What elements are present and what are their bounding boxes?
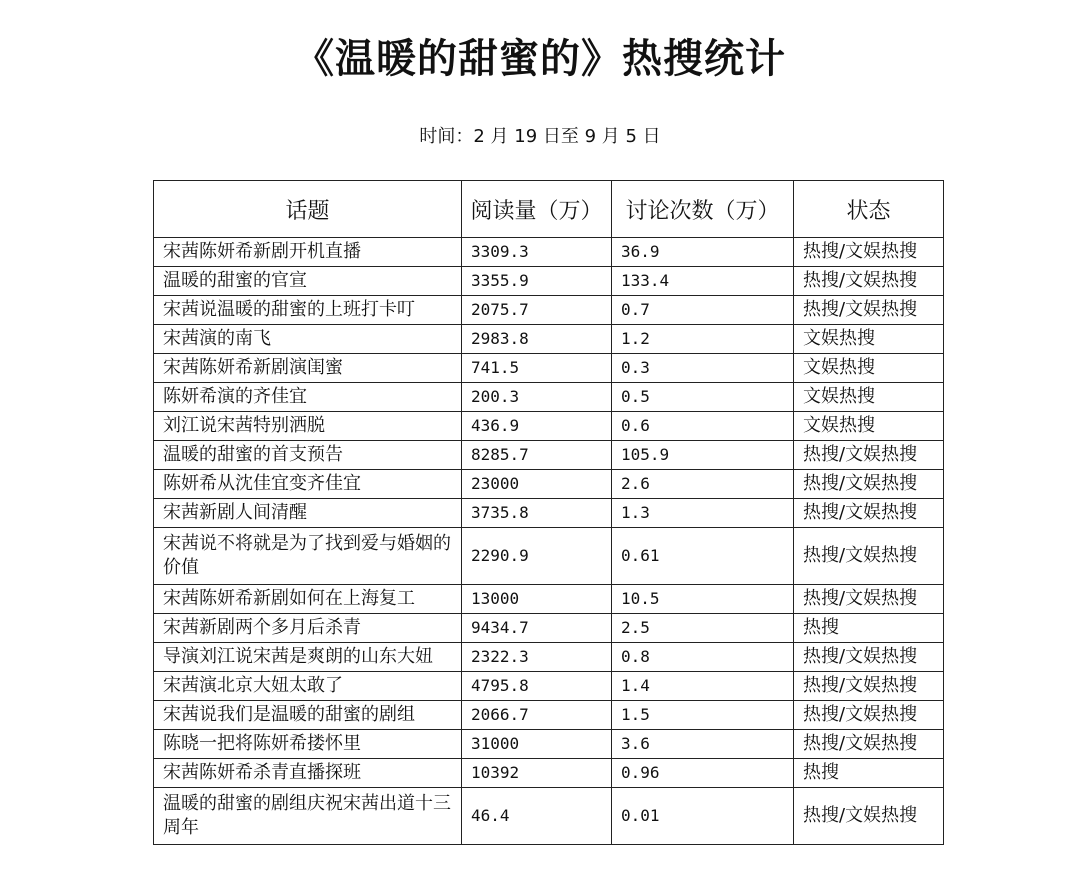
table-row: [154, 354, 944, 383]
discussions-cell: 1.5: [612, 701, 794, 730]
discussions-cell: 1.2: [612, 325, 794, 354]
header-discussions: 讨论次数（万）: [612, 181, 794, 238]
discussions-cell: 2.6: [612, 470, 794, 499]
status-cell: 热搜/文娱热搜: [794, 267, 944, 296]
discussions-cell: 0.61: [612, 528, 794, 585]
topic-cell: 宋茜说不将就是为了找到爱与婚姻的价值: [154, 528, 462, 585]
reads-cell: 3735.8: [462, 499, 612, 528]
status-cell: 热搜/文娱热搜: [794, 296, 944, 325]
table-row: [154, 585, 944, 614]
topic-cell: 导演刘江说宋茜是爽朗的山东大妞: [154, 643, 462, 672]
discussions-cell: 10.5: [612, 585, 794, 614]
reads-cell: 4795.8: [462, 672, 612, 701]
discussions-cell: 0.6: [612, 412, 794, 441]
table-row: [154, 267, 944, 296]
reads-cell: 2075.7: [462, 296, 612, 325]
reads-cell: 10392: [462, 759, 612, 788]
topic-cell: 温暖的甜蜜的官宣: [154, 267, 462, 296]
table-row: [154, 788, 944, 845]
table-row: [154, 499, 944, 528]
topic-cell: 陈妍希演的齐佳宜: [154, 383, 462, 412]
status-cell: 热搜/文娱热搜: [794, 672, 944, 701]
discussions-cell: 0.8: [612, 643, 794, 672]
status-cell: 文娱热搜: [794, 354, 944, 383]
status-cell: 文娱热搜: [794, 325, 944, 354]
status-cell: 热搜/文娱热搜: [794, 238, 944, 267]
reads-cell: 3355.9: [462, 267, 612, 296]
reads-cell: 2066.7: [462, 701, 612, 730]
topic-cell: 宋茜演的南飞: [154, 325, 462, 354]
discussions-cell: 105.9: [612, 441, 794, 470]
hot-search-table: [153, 180, 944, 845]
reads-cell: 2983.8: [462, 325, 612, 354]
status-cell: 热搜/文娱热搜: [794, 585, 944, 614]
reads-cell: 2290.9: [462, 528, 612, 585]
status-cell: 热搜/文娱热搜: [794, 470, 944, 499]
header-status: 状态: [794, 181, 944, 238]
reads-cell: 13000: [462, 585, 612, 614]
reads-cell: 23000: [462, 470, 612, 499]
table-row: [154, 672, 944, 701]
table-row: [154, 614, 944, 643]
status-cell: 热搜/文娱热搜: [794, 788, 944, 845]
table-row: [154, 296, 944, 325]
reads-cell: 8285.7: [462, 441, 612, 470]
discussions-cell: 2.5: [612, 614, 794, 643]
status-cell: 热搜/文娱热搜: [794, 643, 944, 672]
reads-cell: 741.5: [462, 354, 612, 383]
topic-cell: 宋茜陈妍希新剧如何在上海复工: [154, 585, 462, 614]
status-cell: 热搜/文娱热搜: [794, 730, 944, 759]
status-cell: 热搜: [794, 759, 944, 788]
status-cell: 文娱热搜: [794, 412, 944, 441]
discussions-cell: 0.01: [612, 788, 794, 845]
discussions-cell: 0.96: [612, 759, 794, 788]
reads-cell: 9434.7: [462, 614, 612, 643]
table-row: [154, 759, 944, 788]
topic-cell: 温暖的甜蜜的首支预告: [154, 441, 462, 470]
status-cell: 热搜/文娱热搜: [794, 441, 944, 470]
topic-cell: 宋茜陈妍希新剧开机直播: [154, 238, 462, 267]
table-header-row: [154, 181, 944, 238]
status-cell: 热搜: [794, 614, 944, 643]
topic-cell: 宋茜说温暖的甜蜜的上班打卡叮: [154, 296, 462, 325]
header-topic: 话题: [154, 181, 462, 238]
table-row: [154, 383, 944, 412]
reads-cell: 46.4: [462, 788, 612, 845]
reads-cell: 2322.3: [462, 643, 612, 672]
status-cell: 热搜/文娱热搜: [794, 499, 944, 528]
discussions-cell: 36.9: [612, 238, 794, 267]
discussions-cell: 0.7: [612, 296, 794, 325]
topic-cell: 宋茜陈妍希杀青直播探班: [154, 759, 462, 788]
topic-cell: 宋茜陈妍希新剧演闺蜜: [154, 354, 462, 383]
discussions-cell: 133.4: [612, 267, 794, 296]
discussions-cell: 0.5: [612, 383, 794, 412]
status-cell: 热搜/文娱热搜: [794, 701, 944, 730]
reads-cell: 3309.3: [462, 238, 612, 267]
header-reads: 阅读量（万）: [462, 181, 612, 238]
topic-cell: 宋茜新剧人间清醒: [154, 499, 462, 528]
topic-cell: 宋茜说我们是温暖的甜蜜的剧组: [154, 701, 462, 730]
table-row: [154, 441, 944, 470]
table-row: [154, 528, 944, 585]
discussions-cell: 0.3: [612, 354, 794, 383]
reads-cell: 436.9: [462, 412, 612, 441]
status-cell: 文娱热搜: [794, 383, 944, 412]
discussions-cell: 3.6: [612, 730, 794, 759]
table-row: [154, 238, 944, 267]
table-row: [154, 412, 944, 441]
topic-cell: 温暖的甜蜜的剧组庆祝宋茜出道十三周年: [154, 788, 462, 845]
table-row: [154, 470, 944, 499]
reads-cell: 31000: [462, 730, 612, 759]
topic-cell: 陈妍希从沈佳宜变齐佳宜: [154, 470, 462, 499]
reads-cell: 200.3: [462, 383, 612, 412]
topic-cell: 宋茜新剧两个多月后杀青: [154, 614, 462, 643]
discussions-cell: 1.3: [612, 499, 794, 528]
topic-cell: 刘江说宋茜特别洒脱: [154, 412, 462, 441]
table-row: [154, 730, 944, 759]
status-cell: 热搜/文娱热搜: [794, 528, 944, 585]
discussions-cell: 1.4: [612, 672, 794, 701]
page-title: 《温暖的甜蜜的》热搜统计: [294, 36, 786, 82]
table-row: [154, 643, 944, 672]
topic-cell: 陈晓一把将陈妍希搂怀里: [154, 730, 462, 759]
table-row: [154, 701, 944, 730]
date-range: 时间：2 月 19 日至 9 月 5 日: [419, 126, 661, 147]
table-row: [154, 325, 944, 354]
topic-cell: 宋茜演北京大妞太敢了: [154, 672, 462, 701]
